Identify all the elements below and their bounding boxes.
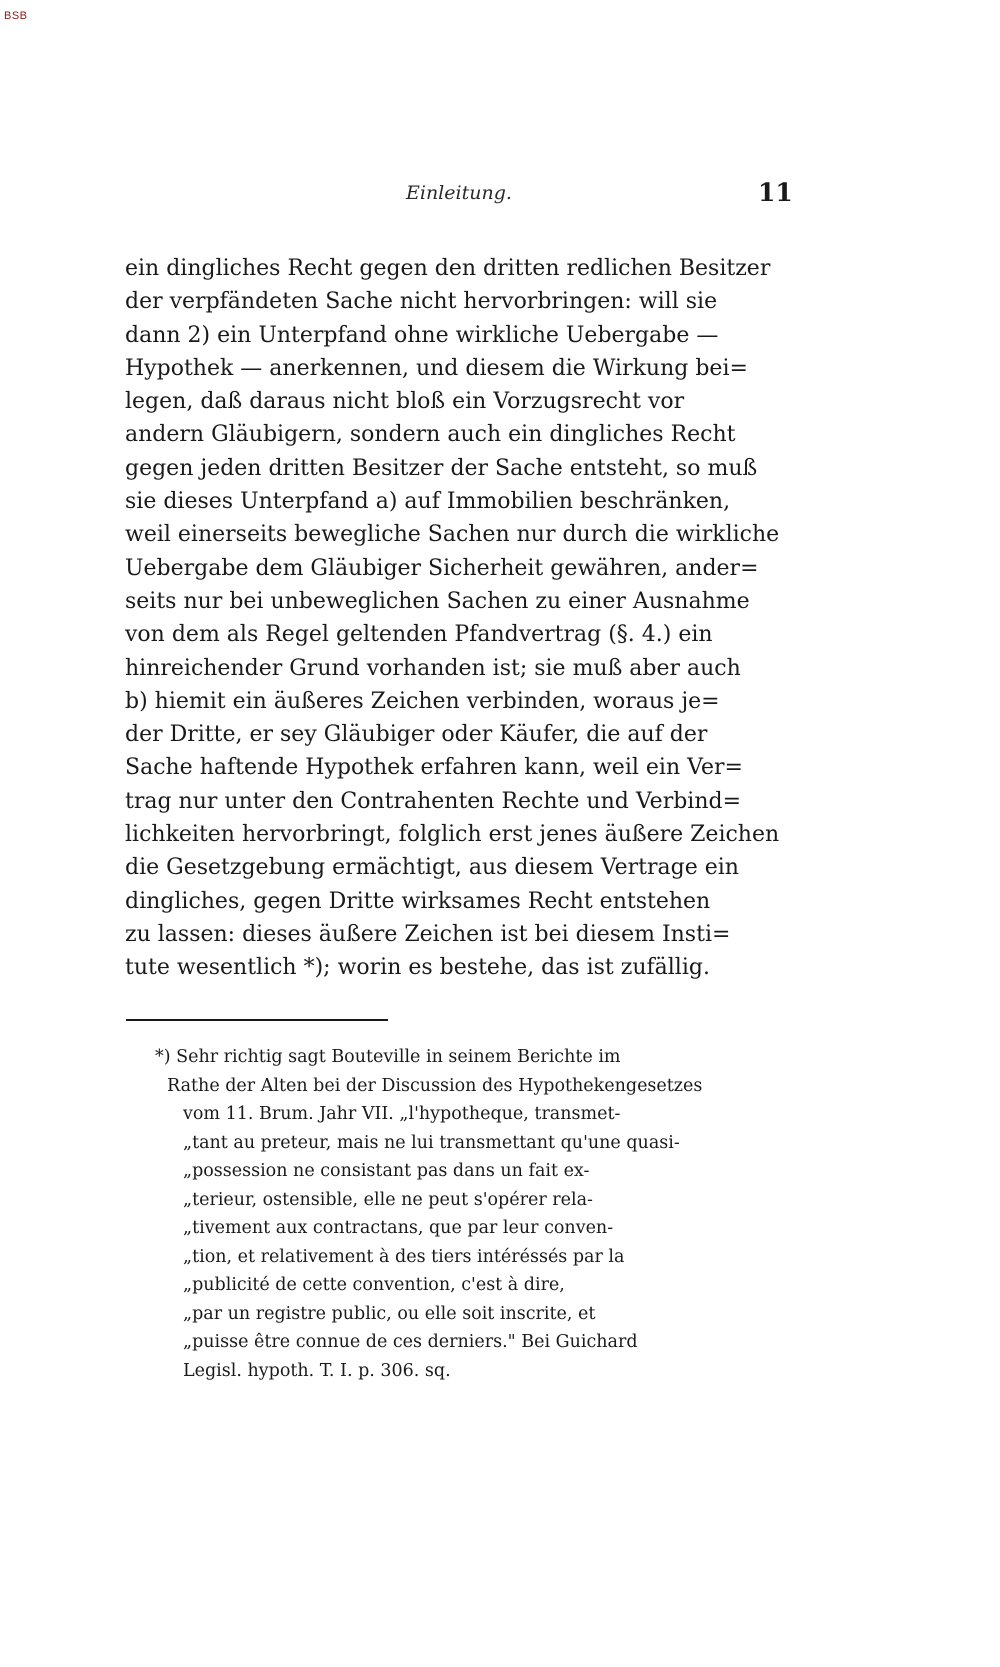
footnote-line: *) Sehr richtig sagt Bouteville in seinem Berichte im <box>155 1047 621 1067</box>
body-line: von dem als Regel geltenden Pfandvertrag (§. 4.) ein <box>125 622 713 648</box>
footnote-line: vom 11. Brum. Jahr VII. „l'hypotheque, transmet- <box>183 1104 621 1124</box>
page-number: 11 <box>758 178 793 207</box>
footnote-rule <box>126 1019 388 1021</box>
body-line: gegen jeden dritten Besitzer der Sache entsteht, so muß <box>125 455 758 481</box>
footnote-line: Legisl. hypoth. T. I. p. 306. sq. <box>183 1360 451 1381</box>
body-line: ein dingliches Recht gegen den dritten redlichen Besitzer <box>125 256 771 281</box>
body-line: andern Gläubigern, sondern auch ein dingliches Recht <box>125 422 736 448</box>
body-line: Uebergabe dem Gläubiger Sicherheit gewähren, ander= <box>125 555 759 581</box>
footnote-line: „terieur, ostensible, elle ne peut s'opérer rela- <box>183 1189 593 1210</box>
footnote-line: „tivement aux contractans, que par leur conven- <box>183 1218 614 1238</box>
footnote <box>155 1043 795 1385</box>
footnote-line: „tion, et relativement à des tiers intéréssés par la <box>183 1246 625 1267</box>
footnote-line: „publicité de cette convention, c'est à dire, <box>183 1275 565 1295</box>
body-text <box>125 252 795 985</box>
footnote-line: „par un registre public, ou elle soit inscrite, et <box>183 1303 596 1324</box>
body-line: zu lassen: dieses äußere Zeichen ist bei diesem Insti= <box>125 921 731 947</box>
footnote-line: „puisse être connue de ces derniers." Bei Guichard <box>183 1332 638 1352</box>
body-line: trag nur unter den Contrahenten Rechte und Verbind= <box>125 788 742 814</box>
body-line: seits nur bei unbeweglichen Sachen zu einer Ausnahme <box>125 588 750 614</box>
body-line: b) hiemit ein äußeres Zeichen verbinden, woraus je= <box>125 688 720 714</box>
body-line: tute wesentlich *); worin es bestehe, das ist zufällig. <box>125 955 710 981</box>
footnote-line: „tant au preteur, mais ne lui transmettant qu'une quasi- <box>183 1132 680 1153</box>
body-line: der verpfändeten Sache nicht hervorbringen: will sie <box>125 289 718 315</box>
body-line: legen, daß daraus nicht bloß ein Vorzugsrecht vor <box>125 389 685 415</box>
body-line: dann 2) ein Unterpfand ohne wirkliche Uebergabe — <box>125 322 719 348</box>
body-line: Hypothek — anerkennen, und diesem die Wirkung bei= <box>125 355 748 381</box>
body-line: der Dritte, er sey Gläubiger oder Käufer, die auf der <box>125 722 708 748</box>
body-line: weil einerseits bewegliche Sachen nur durch die wirkliche <box>125 522 780 548</box>
running-head: Einleitung. <box>406 182 512 204</box>
footnote-line: Rathe der Alten bei der Discussion des Hypothekengesetzes <box>167 1075 703 1096</box>
body-line: die Gesetzgebung ermächtigt, aus diesem Vertrage ein <box>125 855 739 881</box>
body-line: Sache haftende Hypothek erfahren kann, weil ein Ver= <box>125 755 743 781</box>
body-line: hinreichender Grund vorhanden ist; sie muß aber auch <box>125 655 741 681</box>
body-line: lichkeiten hervorbringt, folglich erst jenes äußere Zeichen <box>125 822 780 848</box>
footnote-line: „possession ne consistant pas dans un fait ex- <box>183 1161 590 1181</box>
body-line: dingliches, gegen Dritte wirksames Recht entstehen <box>125 888 711 914</box>
body-line: sie dieses Unterpfand a) auf Immobilien beschränken, <box>125 489 731 515</box>
library-mark: BSB <box>4 10 28 22</box>
